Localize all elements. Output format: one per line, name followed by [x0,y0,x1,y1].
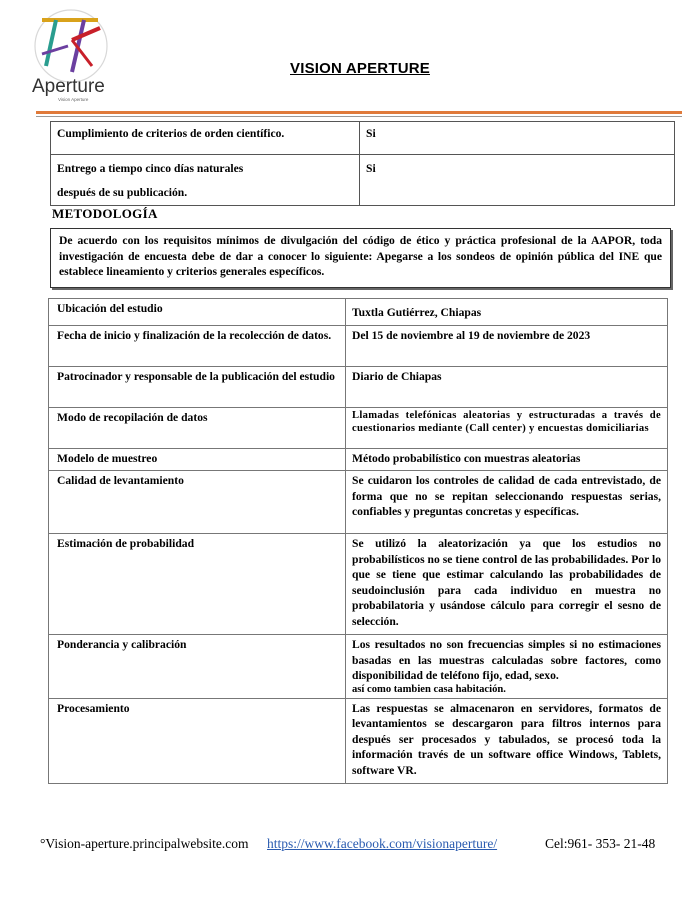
detail-label: Ponderancia y calibración [49,635,346,699]
methodology-intro: De acuerdo con los requisitos mínimos de divulgación del código de ético y práctica profesional de la AAPOR, toda investigación de encuesta debe de dar a conocer lo siguiente: Apegarse a los sondeos de opinión pública del INE que establece lineamiento y criterios generales específicos. [50,228,671,288]
criteria-label-line: Entrego a tiempo cinco días naturales [57,162,244,175]
detail-label: Ubicación del estudio [49,299,346,326]
detail-value: Llamadas telefónicas aleatorias y estructuradas a través de cuestionarios mediante (Call center) y encuestas domiciliarias [346,408,668,449]
aperture-logo-icon [28,6,114,102]
detail-value: Del 15 de noviembre al 19 de noviembre de 2023 [346,326,668,367]
table-row [49,408,668,449]
criteria-value: Si [360,155,675,206]
header-rule-gray [36,116,682,117]
detail-label: Estimación de probabilidad [49,534,346,635]
detail-label: Patrocinador y responsable de la publicación del estudio [49,367,346,408]
detail-value: Tuxtla Gutiérrez, Chiapas [346,299,668,326]
facebook-link[interactable]: https://www.facebook.com/visionaperture/ [267,836,498,851]
table-row [49,471,668,534]
table-row [49,449,668,471]
detail-value [346,635,668,699]
header-rule-orange [36,111,682,114]
table-row [51,155,675,206]
detail-value: Método probabilístico con muestras aleatorias [346,449,668,471]
criteria-label: Cumplimiento de criterios de orden científico. [51,122,360,155]
logo-subtext: Vision Aperture [58,97,89,102]
criteria-value: Si [360,122,675,155]
criteria-label [51,155,360,206]
detail-label: Calidad de levantamiento [49,471,346,534]
footer-website: °Vision-aperture.principalwebsite.com [40,836,249,851]
page-title: VISION APERTURE [290,60,430,77]
table-row [49,326,668,367]
detail-value: Las respuestas se almacenaron en servidores, formatos de levantamientos se descargaron para filtros internos para después ser procesados y tabulados, se procesó toda la información través de un software office Windows, Tablets, software VR. [346,698,668,783]
footer-phone: Cel:961- 353- 21-48 [545,836,656,851]
detail-label: Fecha de inicio y finalización de la recolección de datos. [49,326,346,367]
detail-label: Modo de recopilación de datos [49,408,346,449]
details-table [48,298,668,784]
table-row [49,635,668,699]
logo-text: Aperture [32,76,105,97]
detail-label: Modelo de muestreo [49,449,346,471]
detail-value-extra: así como tambien casa habitación. [352,683,506,695]
detail-label: Procesamiento [49,698,346,783]
detail-value: Se cuidaron los controles de calidad de cada entrevistado, de forma que no se repitan seleccionando respuestas serias, confiables y preguntas concretas y específicas. [346,471,668,534]
table-row [49,698,668,783]
criteria-table [50,121,675,206]
detail-value: Diario de Chiapas [346,367,668,408]
table-row [49,367,668,408]
aperture-logo [28,6,114,102]
table-row [51,122,675,155]
table-row [49,534,668,635]
table-row [49,299,668,326]
criteria-label-line: después de su publicación. [57,185,188,199]
detail-value-text: Los resultados no son frecuencias simples si no estimaciones basadas en las muestras calculadas sobre factores, como disponibilidad de teléfono fijo, edad, sexo. [352,638,661,682]
detail-value: Se utilizó la aleatorización ya que los estudios no probabilísticos no se tiene control de las probabilidades. Por lo que se tiene que estimar calculando las probabilidades de seudoinclusión para cada individuo en muestra no probabilatoria y usándose cálculo para corregir el sesno de selección. [346,534,668,635]
methodology-heading: METODOLOGÍA [52,206,158,221]
